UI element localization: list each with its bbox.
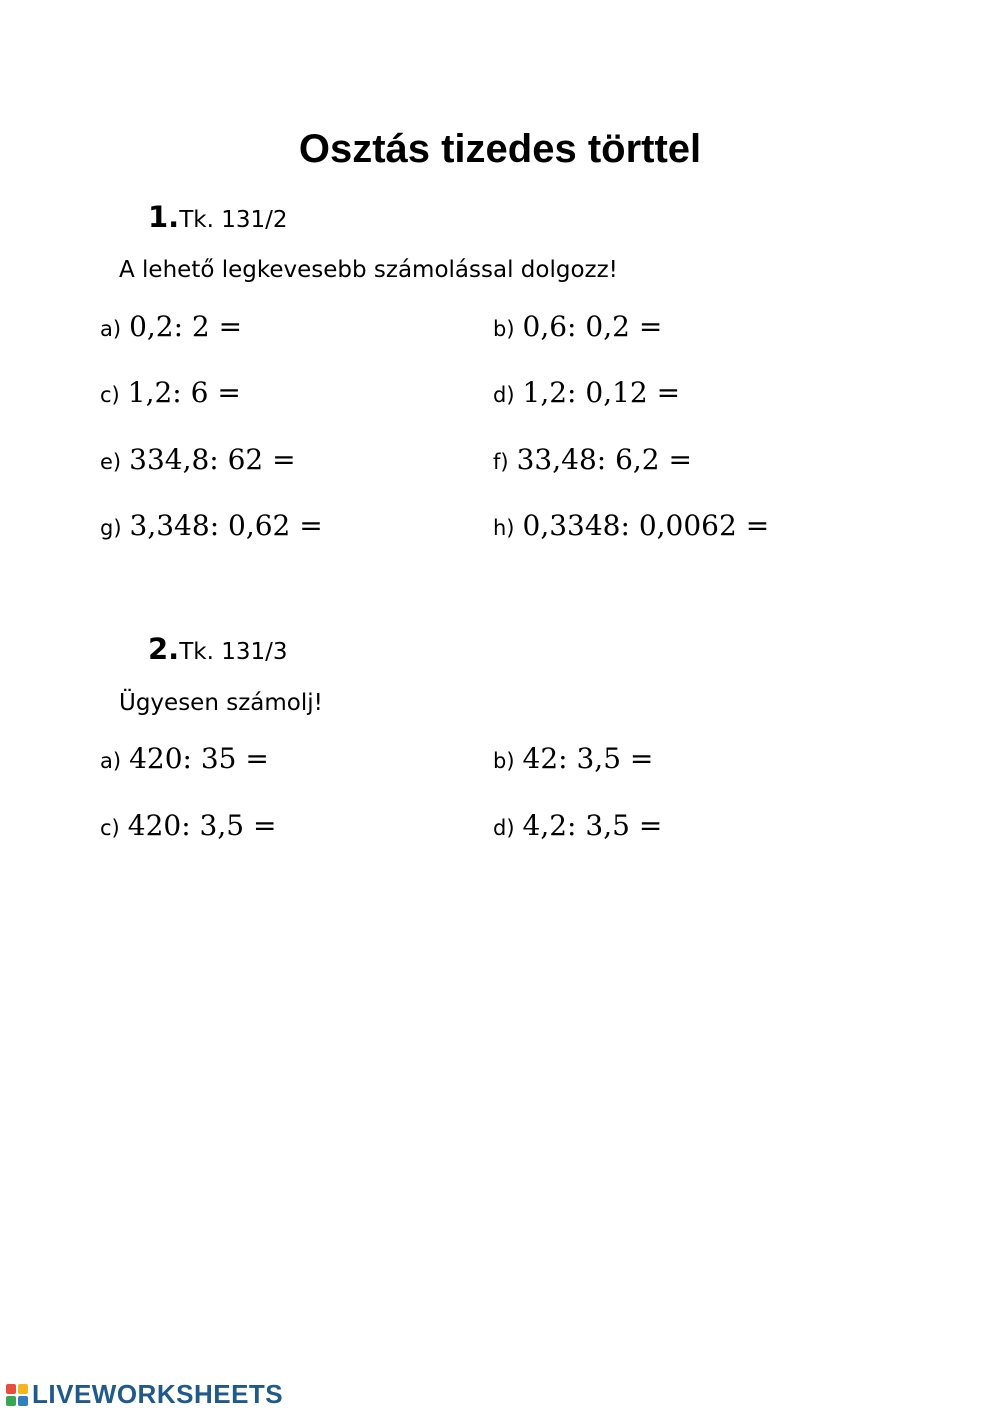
task-expression: 1,2: 0,12 = xyxy=(522,376,681,409)
section-2-instruction: Ügyesen számolj! xyxy=(119,690,323,716)
logo-text: LIVEWORKSHEETS xyxy=(32,1379,284,1409)
task-1h xyxy=(493,509,769,542)
task-expression: 1,2: 6 = xyxy=(127,376,241,409)
section-1-reference: Tk. 131/2 xyxy=(179,207,288,233)
section-1-instruction: A lehető legkevesebb számolással dolgozz! xyxy=(119,257,618,283)
section-1-header xyxy=(148,200,287,234)
task-1c xyxy=(100,376,241,409)
task-letter: g) xyxy=(100,516,122,540)
liveworksheets-logo-icon xyxy=(6,1384,28,1406)
task-letter: a) xyxy=(100,317,122,341)
task-expression: 0,3348: 0,0062 = xyxy=(522,509,770,542)
task-letter: b) xyxy=(493,749,515,773)
task-1a xyxy=(100,310,242,343)
task-expression: 420: 3,5 = xyxy=(127,809,277,842)
logo-tile xyxy=(18,1384,28,1394)
task-2a xyxy=(100,742,269,775)
task-letter: d) xyxy=(493,816,515,840)
task-letter: d) xyxy=(493,383,515,407)
liveworksheets-logo[interactable] xyxy=(6,1379,283,1410)
section-2-reference: Tk. 131/3 xyxy=(179,639,288,665)
task-letter: c) xyxy=(100,816,120,840)
task-expression: 4,2: 3,5 = xyxy=(522,809,663,842)
task-1b xyxy=(493,310,662,343)
task-expression: 420: 35 = xyxy=(129,742,269,775)
task-2d xyxy=(493,809,662,842)
task-2b xyxy=(493,742,653,775)
task-letter: b) xyxy=(493,317,515,341)
task-2c xyxy=(100,809,276,842)
task-1f xyxy=(493,443,692,476)
logo-tile xyxy=(18,1396,28,1406)
section-1-number: 1. xyxy=(148,200,180,234)
task-expression: 42: 3,5 = xyxy=(522,742,654,775)
task-letter: c) xyxy=(100,383,120,407)
task-expression: 334,8: 62 = xyxy=(129,443,296,476)
task-expression: 0,2: 2 = xyxy=(129,310,243,343)
page-title: Osztás tizedes törttel xyxy=(298,127,702,171)
logo-tile xyxy=(6,1384,16,1394)
task-1e xyxy=(100,443,296,476)
task-expression: 0,6: 0,2 = xyxy=(522,310,663,343)
logo-tile xyxy=(6,1396,16,1406)
task-expression: 33,48: 6,2 = xyxy=(516,443,692,476)
task-letter: h) xyxy=(493,516,515,540)
task-1g xyxy=(100,509,323,542)
task-expression: 3,348: 0,62 = xyxy=(129,509,323,542)
task-letter: a) xyxy=(100,749,122,773)
task-letter: f) xyxy=(493,450,509,474)
task-1d xyxy=(493,376,680,409)
task-letter: e) xyxy=(100,450,122,474)
section-2-number: 2. xyxy=(148,632,180,666)
section-2-header xyxy=(148,632,287,666)
